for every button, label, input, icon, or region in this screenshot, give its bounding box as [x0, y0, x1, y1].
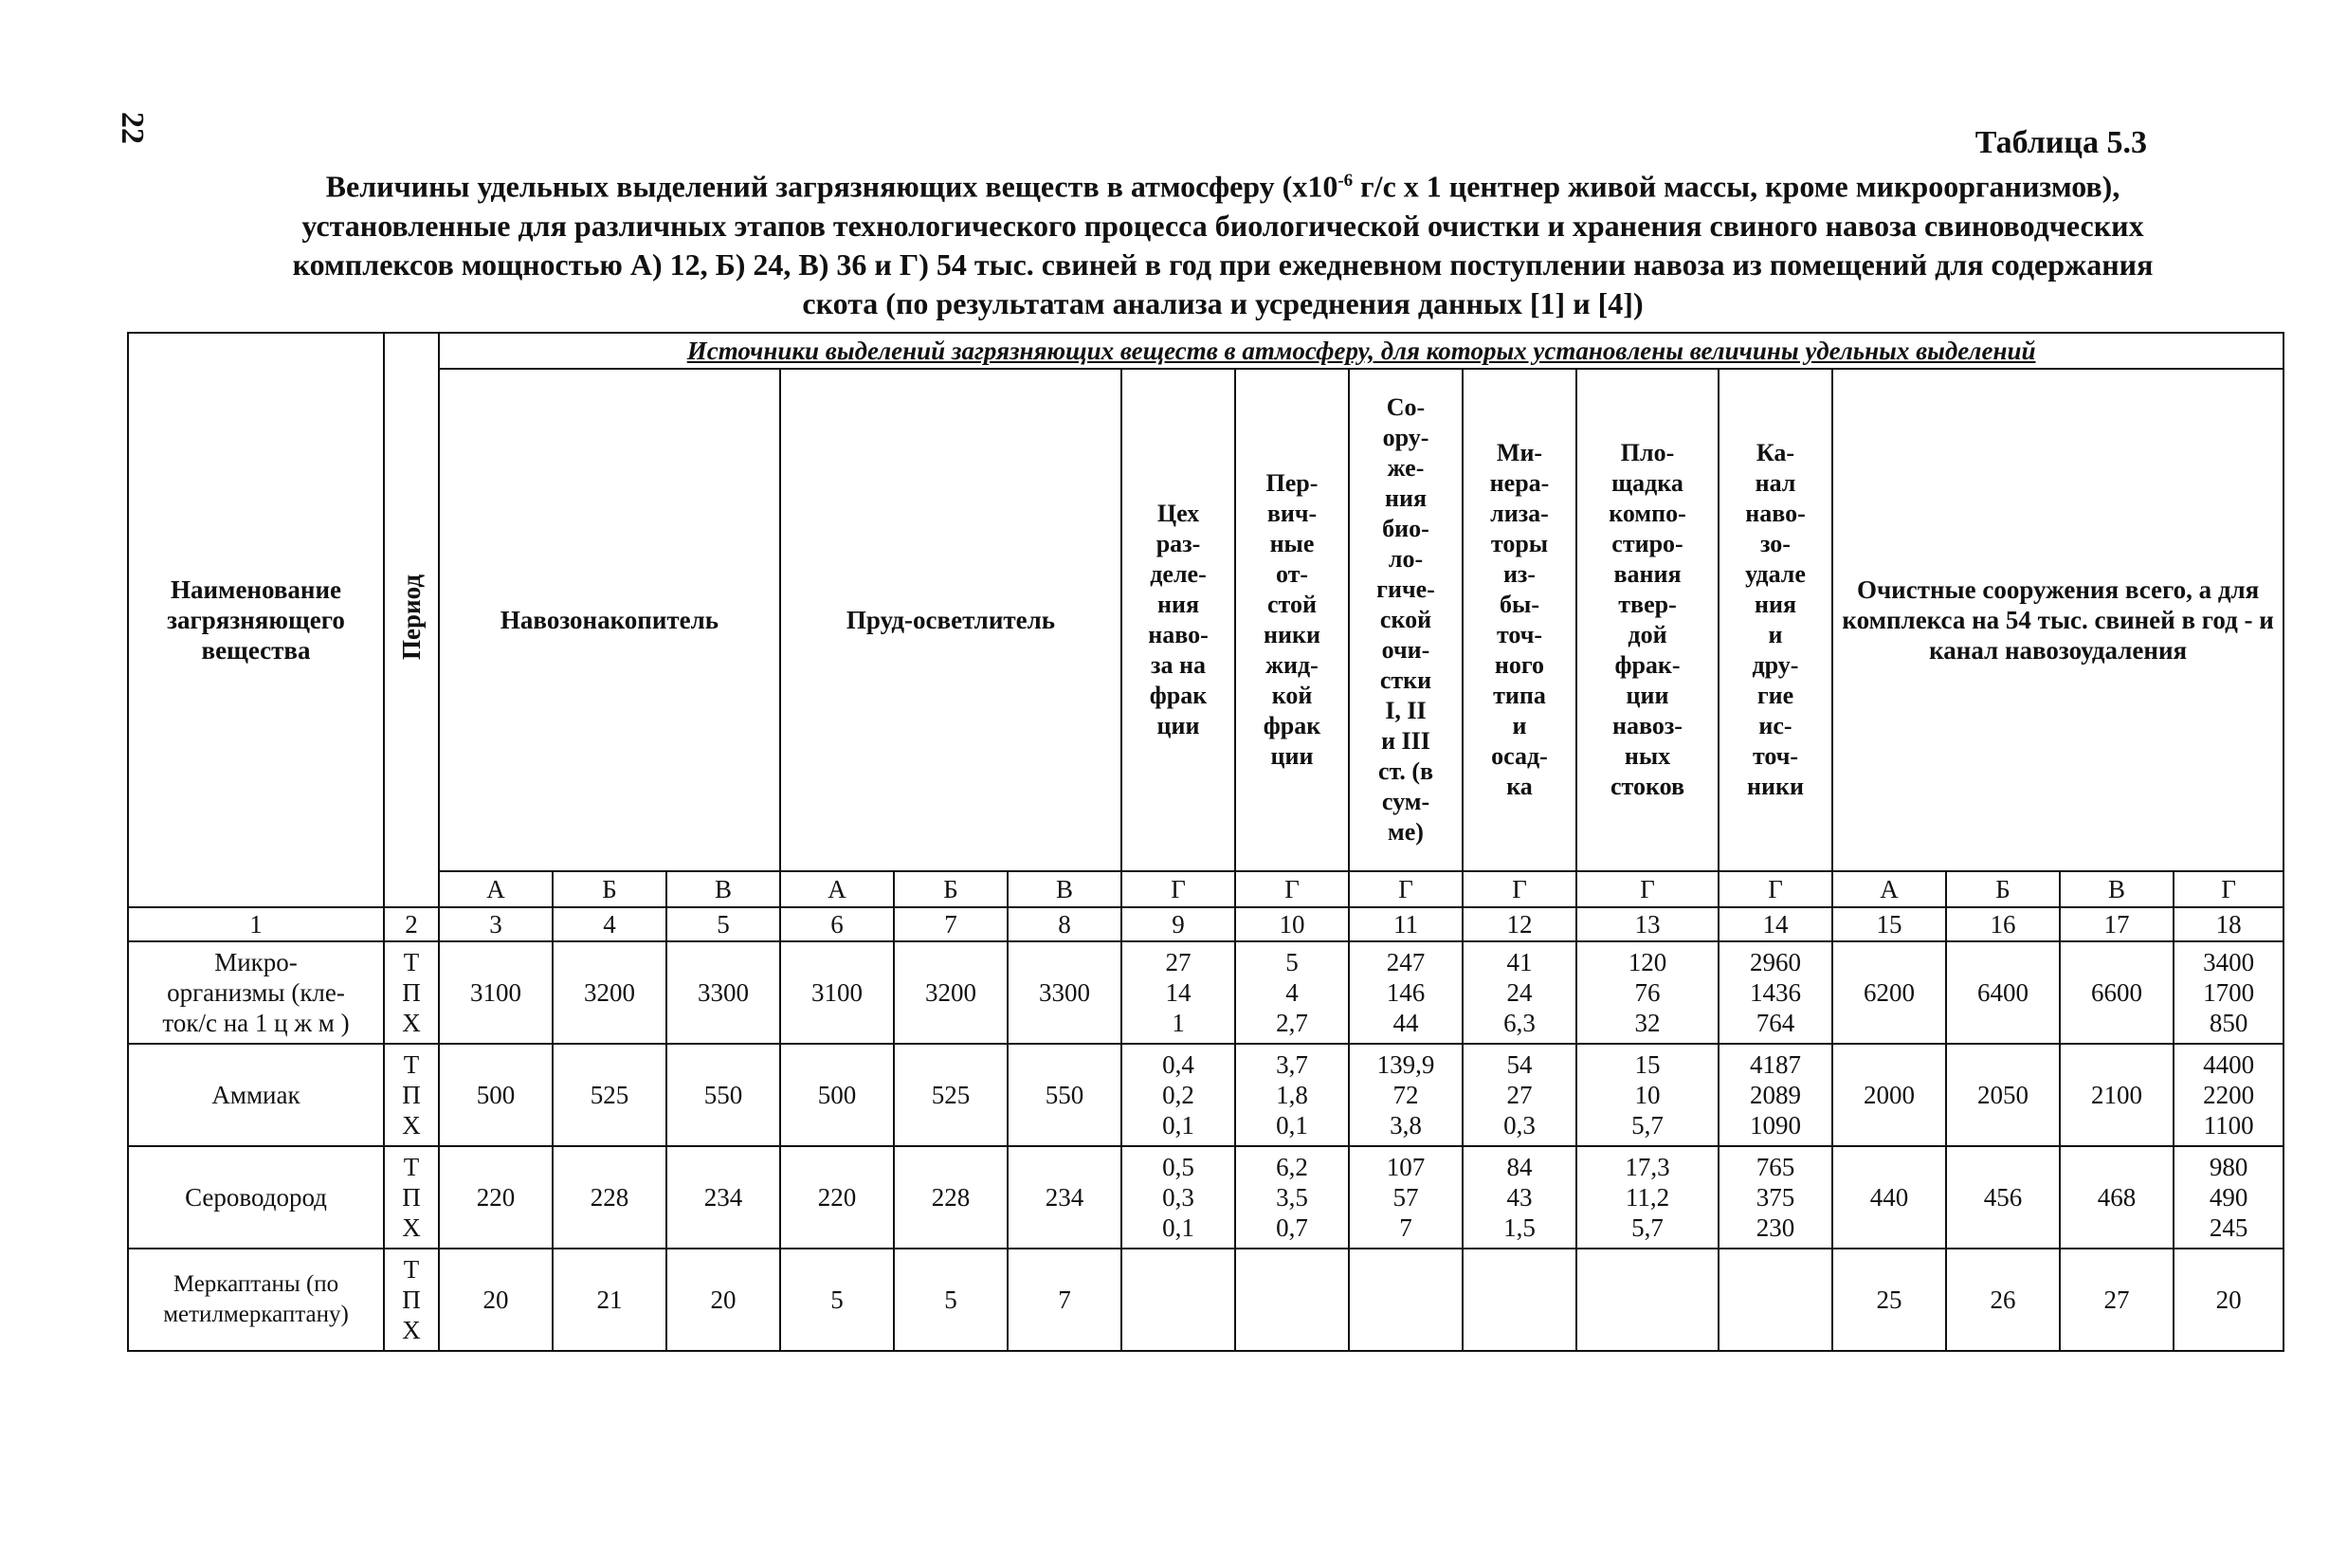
letter-cell: В — [666, 871, 780, 907]
table-label: Таблица 5.3 — [1974, 125, 2147, 160]
column-number: 8 — [1008, 907, 1121, 941]
letters-row — [128, 871, 2284, 907]
value-cell: 228 — [553, 1146, 666, 1249]
period-values: Т П Х — [384, 1146, 439, 1249]
value-cell: 2050 — [1946, 1044, 2060, 1146]
letter-cell: А — [439, 871, 553, 907]
column-number: 15 — [1832, 907, 1946, 941]
value-cell: 5 — [780, 1249, 894, 1351]
value-cell: 500 — [439, 1044, 553, 1146]
value-stack: 120 76 32 — [1576, 941, 1719, 1044]
value-cell: 20 — [439, 1249, 553, 1351]
column-number: 11 — [1349, 907, 1463, 941]
value-cell: 440 — [1832, 1146, 1946, 1249]
header-pervichnye-otstoyniki: Пер- вич- ные от- стой ники жид- кой фрак ции — [1235, 369, 1349, 871]
value-stack: 17,3 11,2 5,7 — [1576, 1146, 1719, 1249]
value-cell: 5 — [894, 1249, 1008, 1351]
header-mineralizatory: Ми- нера- лиза- торы из- бы- точ- ного типа и осад- ка — [1463, 369, 1576, 871]
column-number: 6 — [780, 907, 894, 941]
letter-cell: Б — [553, 871, 666, 907]
header-ploshchadka-kompostirovaniya: Пло- щадка компо- стиро- вания твер- дой фрак- ции навоз- ных стоков — [1576, 369, 1719, 871]
value-cell: 550 — [1008, 1044, 1121, 1146]
value-stack: 5 4 2,7 — [1235, 941, 1349, 1044]
table-row-ammonia — [128, 1044, 2284, 1146]
column-number: 4 — [553, 907, 666, 941]
value-stack — [1719, 1249, 1832, 1351]
value-cell: 6600 — [2060, 941, 2174, 1044]
value-cell: 3200 — [894, 941, 1008, 1044]
table-row-microorganisms — [128, 941, 2284, 1044]
column-number: 3 — [439, 907, 553, 941]
title-part-1: Величины удельных выделений загрязняющих веществ в атмосферу (х10 — [325, 169, 1338, 204]
value-cell: 550 — [666, 1044, 780, 1146]
value-cell: 2100 — [2060, 1044, 2174, 1146]
period-values: Т П Х — [384, 941, 439, 1044]
value-stack: 139,9 72 3,8 — [1349, 1044, 1463, 1146]
title-part-2: г/с х 1 центнер живой массы, кроме микроорганизмов), установленные для различных этапов технологического процесса биологической очистки и хранения свиного навоза свиноводческих комплексов мощностью А) 12, Б) 24, В) 36 и Г) 54 тыс. свиней в год при ежедневном поступлении навоза из помещений для содержания скота (по результатам анализа и усреднения данных [1] и [4]) — [292, 169, 2154, 320]
letter-cell: Б — [894, 871, 1008, 907]
value-stack: 0,5 0,3 0,1 — [1121, 1146, 1235, 1249]
header-substance-name: Наименование загрязняющего вещества — [128, 333, 384, 907]
value-cell: 3100 — [780, 941, 894, 1044]
column-number: 17 — [2060, 907, 2174, 941]
value-cell: 3200 — [553, 941, 666, 1044]
value-stack: 980 490 245 — [2174, 1146, 2284, 1249]
letter-cell: Г — [2174, 871, 2284, 907]
value-stack: 20 — [2174, 1249, 2284, 1351]
column-number: 1 — [128, 907, 384, 941]
value-stack: 107 57 7 — [1349, 1146, 1463, 1249]
column-number: 13 — [1576, 907, 1719, 941]
column-number: 16 — [1946, 907, 2060, 941]
value-cell: 525 — [553, 1044, 666, 1146]
value-cell: 234 — [666, 1146, 780, 1249]
value-stack: 2960 1436 764 — [1719, 941, 1832, 1044]
value-stack: 3400 1700 850 — [2174, 941, 2284, 1044]
value-stack: 15 10 5,7 — [1576, 1044, 1719, 1146]
value-cell: 220 — [439, 1146, 553, 1249]
column-number: 14 — [1719, 907, 1832, 941]
letter-cell: А — [780, 871, 894, 907]
table-row-mercaptans — [128, 1249, 2284, 1351]
column-number: 18 — [2174, 907, 2284, 941]
header-sooruzheniya-ochistki: Со- ору- же- ния био- ло- гиче- ской очи- стки I, II и III ст. (в сум- ме) — [1349, 369, 1463, 871]
header-prud-osvetlitel: Пруд-осветлитель — [780, 369, 1121, 871]
period-values: Т П Х — [384, 1044, 439, 1146]
value-cell: 456 — [1946, 1146, 2060, 1249]
value-cell: 20 — [666, 1249, 780, 1351]
value-stack: 0,4 0,2 0,1 — [1121, 1044, 1235, 1146]
value-stack: 54 27 0,3 — [1463, 1044, 1576, 1146]
substance-name: Аммиак — [128, 1044, 384, 1146]
column-number: 2 — [384, 907, 439, 941]
substance-name: Меркаптаны (по метилмеркаптану) — [128, 1249, 384, 1351]
letter-cell: Г — [1235, 871, 1349, 907]
value-stack: 4187 2089 1090 — [1719, 1044, 1832, 1146]
column-number: 7 — [894, 907, 1008, 941]
letter-cell: А — [1832, 871, 1946, 907]
substance-name: Микро- организмы (кле- ток/с на 1 ц ж м ) — [128, 941, 384, 1044]
column-number: 5 — [666, 907, 780, 941]
value-stack — [1463, 1249, 1576, 1351]
page-number: 22 — [115, 112, 150, 144]
column-numbers-row — [128, 907, 2284, 941]
value-stack: 3,7 1,8 0,1 — [1235, 1044, 1349, 1146]
value-stack: 84 43 1,5 — [1463, 1146, 1576, 1249]
letter-cell: Г — [1576, 871, 1719, 907]
table-title — [284, 161, 2161, 323]
value-cell: 3300 — [666, 941, 780, 1044]
value-cell: 6400 — [1946, 941, 2060, 1044]
header-navozonakopitel: Навозонакопитель — [439, 369, 780, 871]
value-stack: 6,2 3,5 0,7 — [1235, 1146, 1349, 1249]
value-stack: 247 146 44 — [1349, 941, 1463, 1044]
value-cell: 220 — [780, 1146, 894, 1249]
value-stack: 4400 2200 1100 — [2174, 1044, 2284, 1146]
value-cell: 3300 — [1008, 941, 1121, 1044]
value-cell: 3100 — [439, 941, 553, 1044]
letter-cell: Б — [1946, 871, 2060, 907]
value-cell: 500 — [780, 1044, 894, 1146]
letter-cell: Г — [1349, 871, 1463, 907]
letter-cell: Г — [1463, 871, 1576, 907]
value-cell: 468 — [2060, 1146, 2174, 1249]
period-values: Т П Х — [384, 1249, 439, 1351]
value-stack — [1121, 1249, 1235, 1351]
value-cell: 25 — [1832, 1249, 1946, 1351]
letter-cell: В — [1008, 871, 1121, 907]
value-stack: 765 375 230 — [1719, 1146, 1832, 1249]
value-cell: 2000 — [1832, 1044, 1946, 1146]
value-cell: 7 — [1008, 1249, 1121, 1351]
value-stack: 41 24 6,3 — [1463, 941, 1576, 1044]
value-stack — [1349, 1249, 1463, 1351]
header-period: Период — [384, 333, 439, 907]
table-row-hydrogen-sulfide — [128, 1146, 2284, 1249]
title-exponent: -6 — [1337, 171, 1354, 191]
letter-cell: В — [2060, 871, 2174, 907]
header-sources: Источники выделений загрязняющих веществ в атмосферу, для которых установлены величины удельных выделений — [439, 333, 2284, 369]
emissions-table — [127, 332, 2284, 1352]
column-number: 9 — [1121, 907, 1235, 941]
header-tseh-razdeleniya: Цех раз- деле- ния наво- за на фрак ции — [1121, 369, 1235, 871]
value-stack — [1235, 1249, 1349, 1351]
letter-cell: Г — [1719, 871, 1832, 907]
column-number: 10 — [1235, 907, 1349, 941]
value-cell: 228 — [894, 1146, 1008, 1249]
value-cell: 6200 — [1832, 941, 1946, 1044]
value-stack — [1576, 1249, 1719, 1351]
value-cell: 27 — [2060, 1249, 2174, 1351]
letter-cell: Г — [1121, 871, 1235, 907]
column-number: 12 — [1463, 907, 1576, 941]
value-stack: 27 14 1 — [1121, 941, 1235, 1044]
value-cell: 26 — [1946, 1249, 2060, 1351]
substance-name: Сероводород — [128, 1146, 384, 1249]
header-ochistnye-vsego: Очистные сооружения всего, а для комплекса на 54 тыс. свиней в год - и канал навозоудаления — [1832, 369, 2284, 871]
value-cell: 525 — [894, 1044, 1008, 1146]
value-cell: 21 — [553, 1249, 666, 1351]
value-cell: 234 — [1008, 1146, 1121, 1249]
header-kanal-navozoudaleniya: Ка- нал наво- зо- удале ния и дру- гие ис- точ- ники — [1719, 369, 1832, 871]
